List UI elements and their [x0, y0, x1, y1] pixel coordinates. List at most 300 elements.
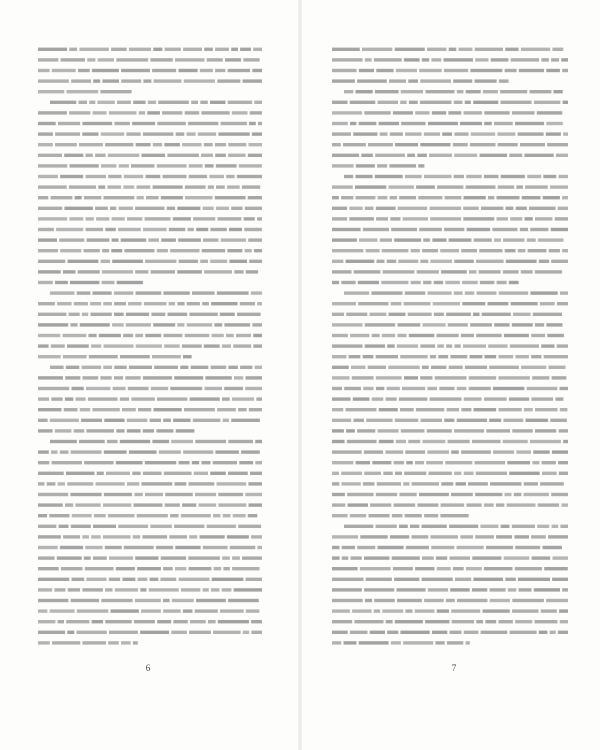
text-word [157, 397, 187, 400]
text-word [332, 408, 343, 411]
text-word [246, 578, 263, 581]
text-word [553, 556, 569, 559]
right-page-number: 7 [451, 663, 457, 673]
text-word [211, 366, 227, 369]
text-word [58, 620, 64, 623]
text-word [161, 556, 186, 559]
text-word [546, 132, 561, 135]
text-word [136, 143, 151, 146]
text-word [428, 122, 458, 125]
text-word [332, 609, 350, 612]
text-word [422, 58, 429, 61]
text-word [38, 196, 48, 199]
text-word [355, 185, 386, 188]
text-word [38, 281, 53, 284]
text-word [423, 281, 431, 284]
text-word [79, 48, 109, 51]
text-word [106, 472, 130, 475]
text-word [173, 217, 191, 220]
text-word [542, 472, 557, 475]
text-word [184, 79, 215, 82]
text-word [377, 164, 387, 167]
text-word [442, 132, 452, 135]
text-word [38, 419, 48, 422]
text-word [461, 334, 474, 337]
text-word [332, 270, 352, 273]
text-word [489, 419, 501, 422]
text-word [490, 588, 506, 591]
text-word [524, 154, 553, 157]
text-word [390, 196, 397, 199]
text-word [215, 196, 246, 199]
text-word [518, 578, 550, 581]
text-word [194, 472, 208, 475]
text-word [105, 546, 122, 549]
text-word [332, 101, 348, 104]
text-word [231, 48, 238, 51]
text-word [140, 588, 146, 591]
text-word [419, 493, 449, 496]
text-word [484, 111, 509, 114]
text-word [124, 546, 154, 549]
text-word [354, 620, 383, 623]
text-word [215, 69, 225, 72]
text-word [38, 461, 49, 464]
text-word [201, 461, 210, 464]
text-word [382, 249, 409, 252]
text-word [376, 217, 388, 220]
text-word [179, 578, 210, 581]
text-word [151, 313, 165, 316]
text-word [109, 111, 137, 114]
text-word [87, 238, 110, 241]
text-word [97, 101, 114, 104]
text-word [117, 101, 131, 104]
text-word [546, 69, 560, 72]
text-word [515, 122, 544, 125]
text-word [454, 472, 461, 475]
text-word [189, 482, 215, 485]
text-word [112, 323, 124, 326]
text-word [332, 567, 358, 570]
text-word [52, 641, 80, 644]
text-word [111, 48, 127, 51]
text-word [332, 185, 353, 188]
text-word [466, 90, 481, 93]
text-word [114, 291, 133, 294]
text-word [473, 578, 503, 581]
text-word [100, 376, 111, 379]
text-word [416, 408, 444, 411]
text-word [346, 260, 375, 263]
text-word [49, 514, 69, 517]
text-word [86, 217, 94, 220]
text-word [251, 620, 262, 623]
text-word [332, 302, 356, 305]
text-word [534, 588, 560, 591]
text-word [257, 302, 262, 305]
text-word [218, 620, 249, 623]
text-word [490, 599, 510, 602]
text-word [477, 291, 497, 294]
text-word [408, 440, 420, 443]
text-word [470, 143, 496, 146]
text-word [484, 397, 507, 400]
text-word [228, 472, 248, 475]
text-word [189, 313, 217, 316]
text-word [109, 556, 133, 559]
text-word [405, 132, 422, 135]
text-word [332, 535, 358, 538]
text-word [170, 387, 202, 390]
text-word [105, 228, 116, 231]
text-word [349, 207, 362, 210]
text-word [38, 164, 67, 167]
text-word [512, 599, 544, 602]
text-word [239, 164, 262, 167]
text-word [454, 101, 463, 104]
text-word [527, 387, 558, 390]
text-word [479, 270, 501, 273]
text-word [136, 344, 162, 347]
text-word [359, 641, 389, 644]
text-word [163, 599, 170, 602]
text-word [250, 111, 262, 114]
text-word [238, 408, 247, 411]
text-word [332, 196, 339, 199]
text-word [359, 122, 377, 125]
text-word [503, 440, 528, 443]
text-word [63, 355, 87, 358]
text-word [346, 429, 355, 432]
text-word [227, 535, 249, 538]
text-word [429, 472, 452, 475]
text-word [133, 101, 145, 104]
text-word [214, 567, 222, 570]
text-word [356, 461, 371, 464]
text-word [156, 429, 173, 432]
text-word [242, 185, 260, 188]
text-word [353, 132, 377, 135]
text-word [112, 238, 119, 241]
text-word [109, 578, 120, 581]
text-word [332, 260, 343, 263]
text-word [145, 493, 163, 496]
text-word [454, 260, 474, 263]
text-word [550, 185, 568, 188]
text-word [424, 132, 440, 135]
text-word [38, 567, 59, 570]
text-word [185, 111, 200, 114]
text-word [465, 101, 471, 104]
text-word [527, 175, 541, 178]
text-word [393, 111, 413, 114]
text-word [343, 143, 366, 146]
text-word [167, 154, 199, 157]
text-word [420, 376, 432, 379]
text-word [424, 175, 452, 178]
text-word [240, 302, 255, 305]
text-word [232, 556, 240, 559]
text-word [124, 249, 154, 252]
text-word [372, 461, 391, 464]
text-word [135, 334, 143, 337]
text-word [38, 217, 67, 220]
text-word [376, 355, 398, 358]
text-word [215, 48, 229, 51]
text-word [473, 101, 498, 104]
text-word [560, 620, 568, 623]
text-word [152, 69, 176, 72]
text-word [122, 408, 136, 411]
text-word [224, 387, 243, 390]
text-word [222, 588, 232, 591]
text-word [469, 387, 491, 390]
text-word [405, 609, 412, 612]
text-word [119, 207, 133, 210]
text-word [135, 599, 161, 602]
text-word [208, 185, 214, 188]
text-word [244, 228, 262, 231]
text-word [417, 154, 427, 157]
text-word [332, 313, 344, 316]
text-word [451, 450, 459, 453]
text-word [444, 228, 464, 231]
text-word [464, 472, 474, 475]
text-word [61, 567, 83, 570]
text-word [425, 620, 449, 623]
text-word [189, 164, 203, 167]
text-word [552, 578, 568, 581]
text-word [143, 472, 162, 475]
text-word [121, 641, 131, 644]
text-word [342, 546, 355, 549]
text-word [434, 281, 443, 284]
text-word [470, 355, 483, 358]
text-word [399, 493, 416, 496]
text-word [161, 238, 176, 241]
text-word [433, 302, 460, 305]
text-word [119, 164, 129, 167]
text-word [510, 344, 539, 347]
text-word [476, 620, 483, 623]
text-word [249, 143, 263, 146]
text-word [344, 641, 357, 644]
text-word [498, 143, 518, 146]
text-word [67, 631, 74, 634]
text-word [157, 620, 171, 623]
text-word [153, 323, 175, 326]
text-word [404, 302, 431, 305]
text-word [38, 132, 53, 135]
text-word [455, 344, 461, 347]
text-word [57, 302, 72, 305]
text-word [150, 419, 161, 422]
text-word [143, 228, 167, 231]
text-word [454, 154, 477, 157]
text-word [171, 440, 193, 443]
text-word [202, 302, 209, 305]
text-word [223, 567, 229, 570]
text-word [363, 482, 375, 485]
text-word [397, 334, 406, 337]
text-word [38, 270, 61, 273]
text-word [515, 355, 529, 358]
text-word [441, 270, 467, 273]
text-word [473, 313, 480, 316]
text-word [38, 313, 66, 316]
text-word [112, 217, 125, 220]
text-word [153, 143, 162, 146]
text-word [399, 397, 428, 400]
text-word [121, 238, 147, 241]
text-word [405, 514, 422, 517]
text-word [499, 291, 529, 294]
text-word [375, 175, 403, 178]
text-word [228, 101, 252, 104]
text-word [38, 525, 56, 528]
text-word [555, 397, 563, 400]
text-word [211, 302, 238, 305]
text-word [494, 238, 501, 241]
text-word [512, 111, 535, 114]
text-word [169, 535, 187, 538]
text-word [120, 355, 150, 358]
text-word [480, 154, 508, 157]
text-word [170, 514, 179, 517]
text-word [444, 69, 468, 72]
text-word [534, 101, 561, 104]
text-word [432, 111, 446, 114]
text-word [341, 281, 355, 284]
text-word [137, 196, 144, 199]
text-word [405, 291, 426, 294]
text-word [114, 313, 124, 316]
text-word [488, 196, 494, 199]
text-word [93, 556, 107, 559]
text-word [66, 472, 95, 475]
text-word [85, 567, 114, 570]
text-word [374, 58, 402, 61]
text-word [332, 493, 345, 496]
text-word [397, 599, 422, 602]
text-word [179, 260, 198, 263]
text-word [365, 323, 396, 326]
text-word [558, 461, 568, 464]
text-word [182, 143, 202, 146]
text-word [563, 101, 568, 104]
text-word [558, 631, 568, 634]
text-word [332, 48, 360, 51]
text-word [494, 122, 513, 125]
text-word [431, 58, 441, 61]
text-word [488, 344, 507, 347]
text-word [464, 111, 483, 114]
text-word [427, 48, 447, 51]
text-word [370, 631, 385, 634]
text-word [131, 164, 155, 167]
text-word [52, 461, 83, 464]
text-word [192, 291, 215, 294]
text-word [215, 143, 226, 146]
text-word [374, 609, 380, 612]
text-word [529, 207, 556, 210]
text-word [533, 450, 550, 453]
text-word [535, 217, 553, 220]
text-word [246, 609, 260, 612]
text-word [68, 260, 99, 263]
text-word [232, 111, 248, 114]
text-word [75, 196, 82, 199]
text-word [541, 58, 549, 61]
text-word [376, 525, 397, 528]
text-word [87, 58, 95, 61]
text-word [199, 503, 217, 506]
text-word [484, 503, 494, 506]
text-word [127, 482, 139, 485]
text-word [530, 440, 561, 443]
text-word [143, 429, 154, 432]
text-word [51, 397, 62, 400]
text-word [427, 450, 449, 453]
text-word [57, 556, 82, 559]
text-word [101, 599, 132, 602]
text-word [114, 122, 129, 125]
text-word [525, 217, 533, 220]
text-word [227, 249, 242, 252]
text-word [116, 567, 135, 570]
text-word [434, 313, 444, 316]
text-word [514, 535, 529, 538]
text-word [216, 185, 225, 188]
text-word [449, 525, 478, 528]
text-word [449, 238, 472, 241]
text-word [163, 175, 187, 178]
text-word [386, 397, 397, 400]
text-word [375, 90, 399, 93]
text-word [390, 217, 400, 220]
text-word [366, 578, 392, 581]
text-word [509, 154, 522, 157]
text-word [50, 440, 77, 443]
text-word [108, 641, 119, 644]
text-word [503, 238, 524, 241]
text-word [152, 355, 181, 358]
text-word [182, 344, 202, 347]
text-word [415, 461, 424, 464]
text-word [400, 101, 407, 104]
text-word [533, 313, 562, 316]
text-word [381, 281, 408, 284]
text-word [204, 143, 213, 146]
text-word [126, 132, 140, 135]
text-word [134, 503, 163, 506]
text-word [164, 472, 192, 475]
text-word [108, 175, 121, 178]
text-word [535, 429, 556, 432]
text-word [221, 238, 246, 241]
text-word [132, 472, 141, 475]
text-word [382, 334, 395, 337]
text-word [426, 461, 443, 464]
text-word [133, 641, 138, 644]
text-word [365, 344, 385, 347]
text-word [104, 419, 124, 422]
text-word [170, 249, 199, 252]
text-word [185, 185, 206, 188]
text-word [560, 291, 568, 294]
text-word [205, 387, 223, 390]
